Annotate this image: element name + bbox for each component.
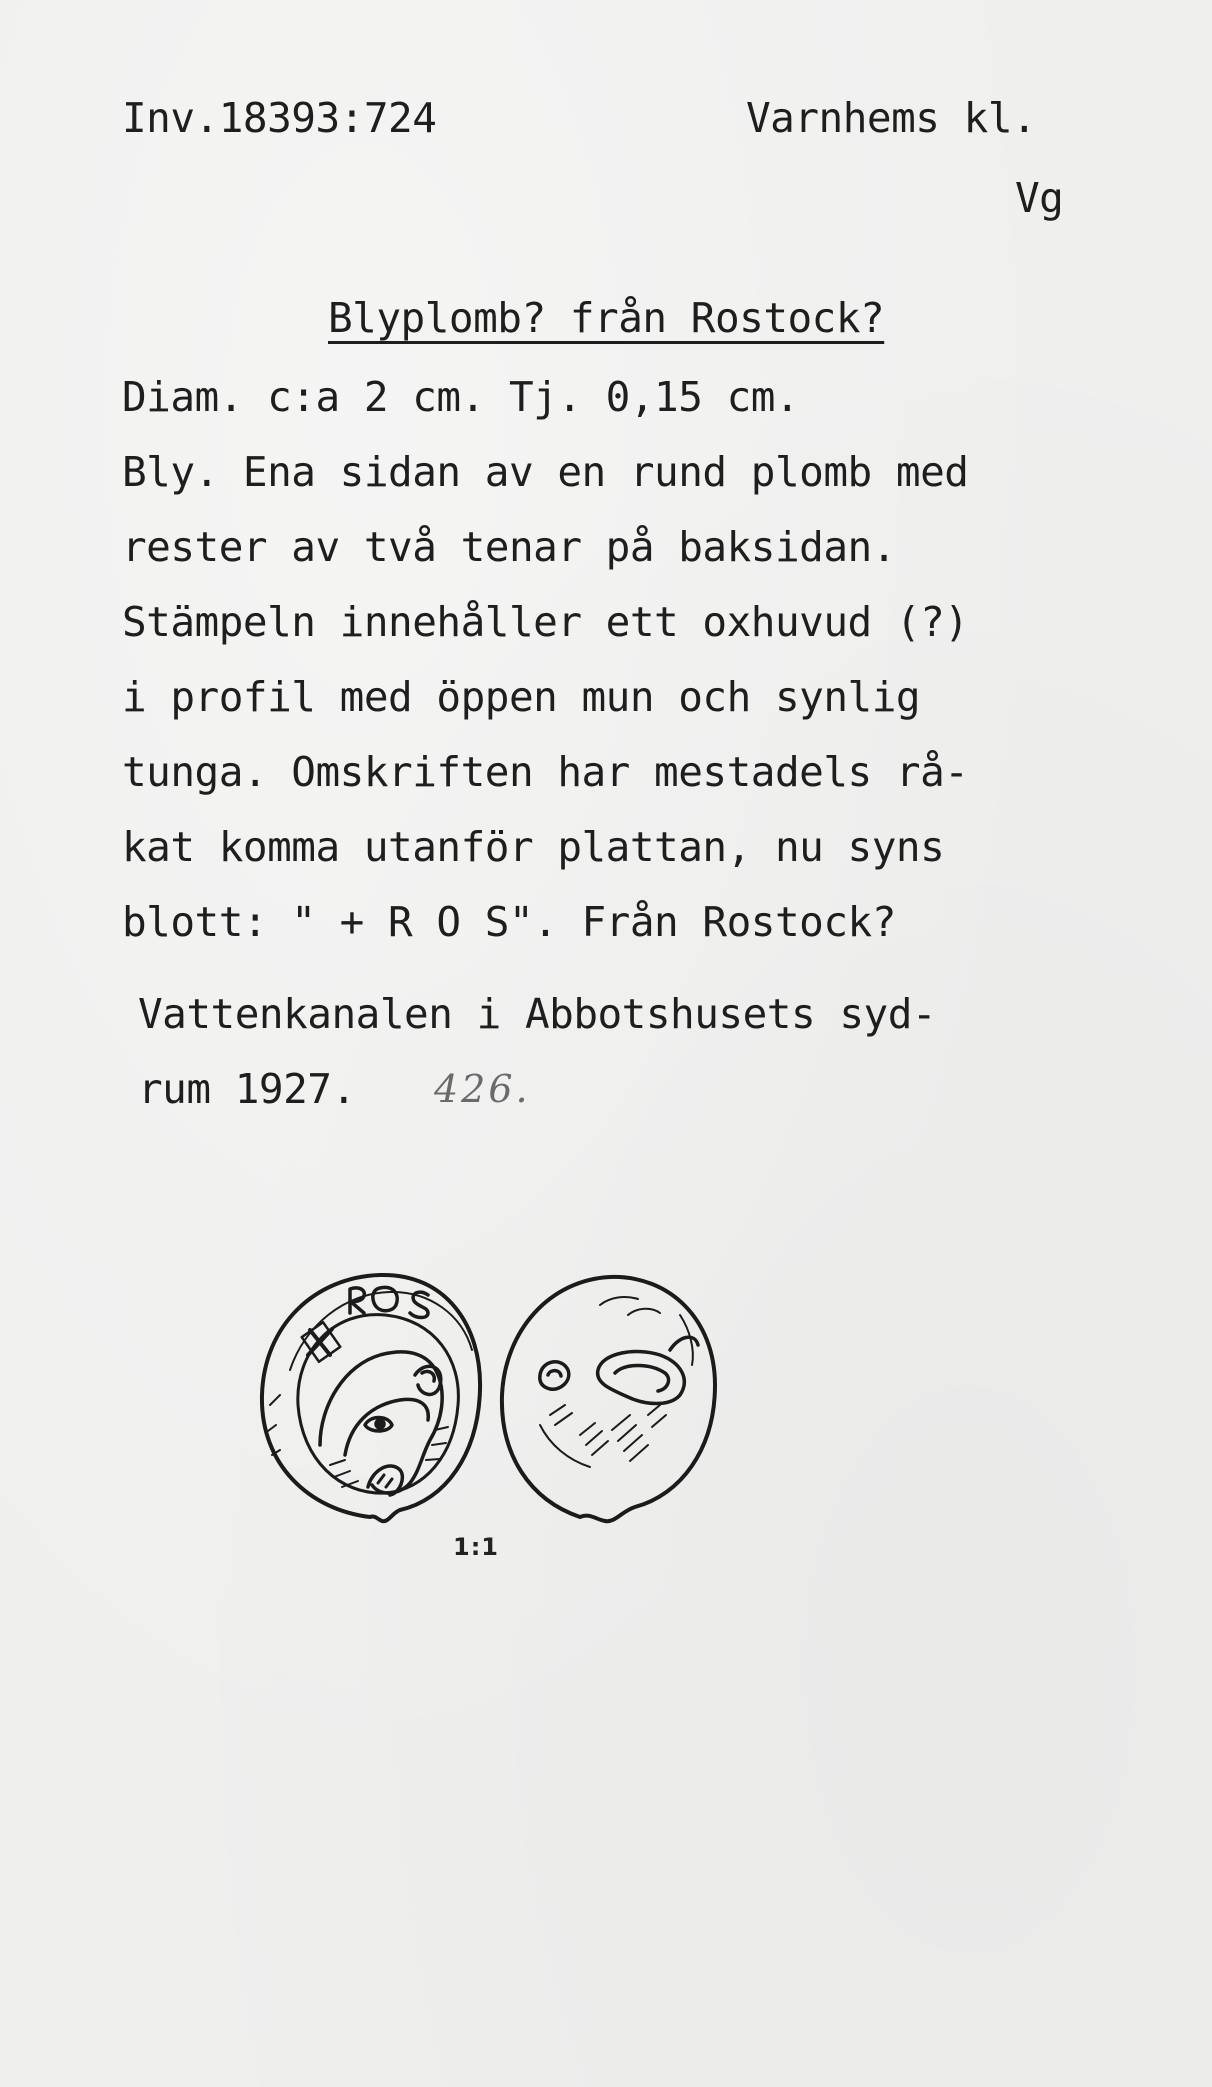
reverse-outline — [502, 1277, 715, 1521]
handwritten-number: 426. — [434, 1067, 531, 1111]
province-code: Vg — [1015, 174, 1064, 222]
find-year-line: rum 1927. — [138, 1065, 356, 1113]
description-line: tunga. Omskriften har mestadels rå- — [122, 748, 969, 796]
find-location-line: Vattenkanalen i Abbotshusets syd- — [138, 990, 937, 1038]
inventory-number: Inv.18393:724 — [122, 94, 437, 142]
tenon-right — [598, 1337, 698, 1403]
description-line: rester av två tenar på baksidan. — [122, 523, 896, 571]
scale-label: 1:1 — [453, 1533, 499, 1561]
card-title: Blyplomb? från Rostock? — [328, 294, 885, 342]
description-line: kat komma utanför plattan, nu syns — [122, 823, 945, 871]
seal-reverse — [502, 1277, 715, 1521]
description-line: i profil med öppen mun och synlig — [122, 673, 921, 721]
find-place: Varnhems kl. — [746, 94, 1037, 142]
lead-seal-drawing — [250, 1255, 770, 1535]
description-line: Bly. Ena sidan av en rund plomb med — [122, 448, 969, 496]
description-line: Diam. c:a 2 cm. Tj. 0,15 cm. — [122, 373, 800, 421]
description-line: blott: " + R O S". Från Rostock? — [122, 898, 896, 946]
seal-obverse — [262, 1275, 480, 1521]
tenon-left — [540, 1362, 569, 1389]
description-line: Stämpeln innehåller ett oxhuvud (?) — [122, 598, 969, 646]
